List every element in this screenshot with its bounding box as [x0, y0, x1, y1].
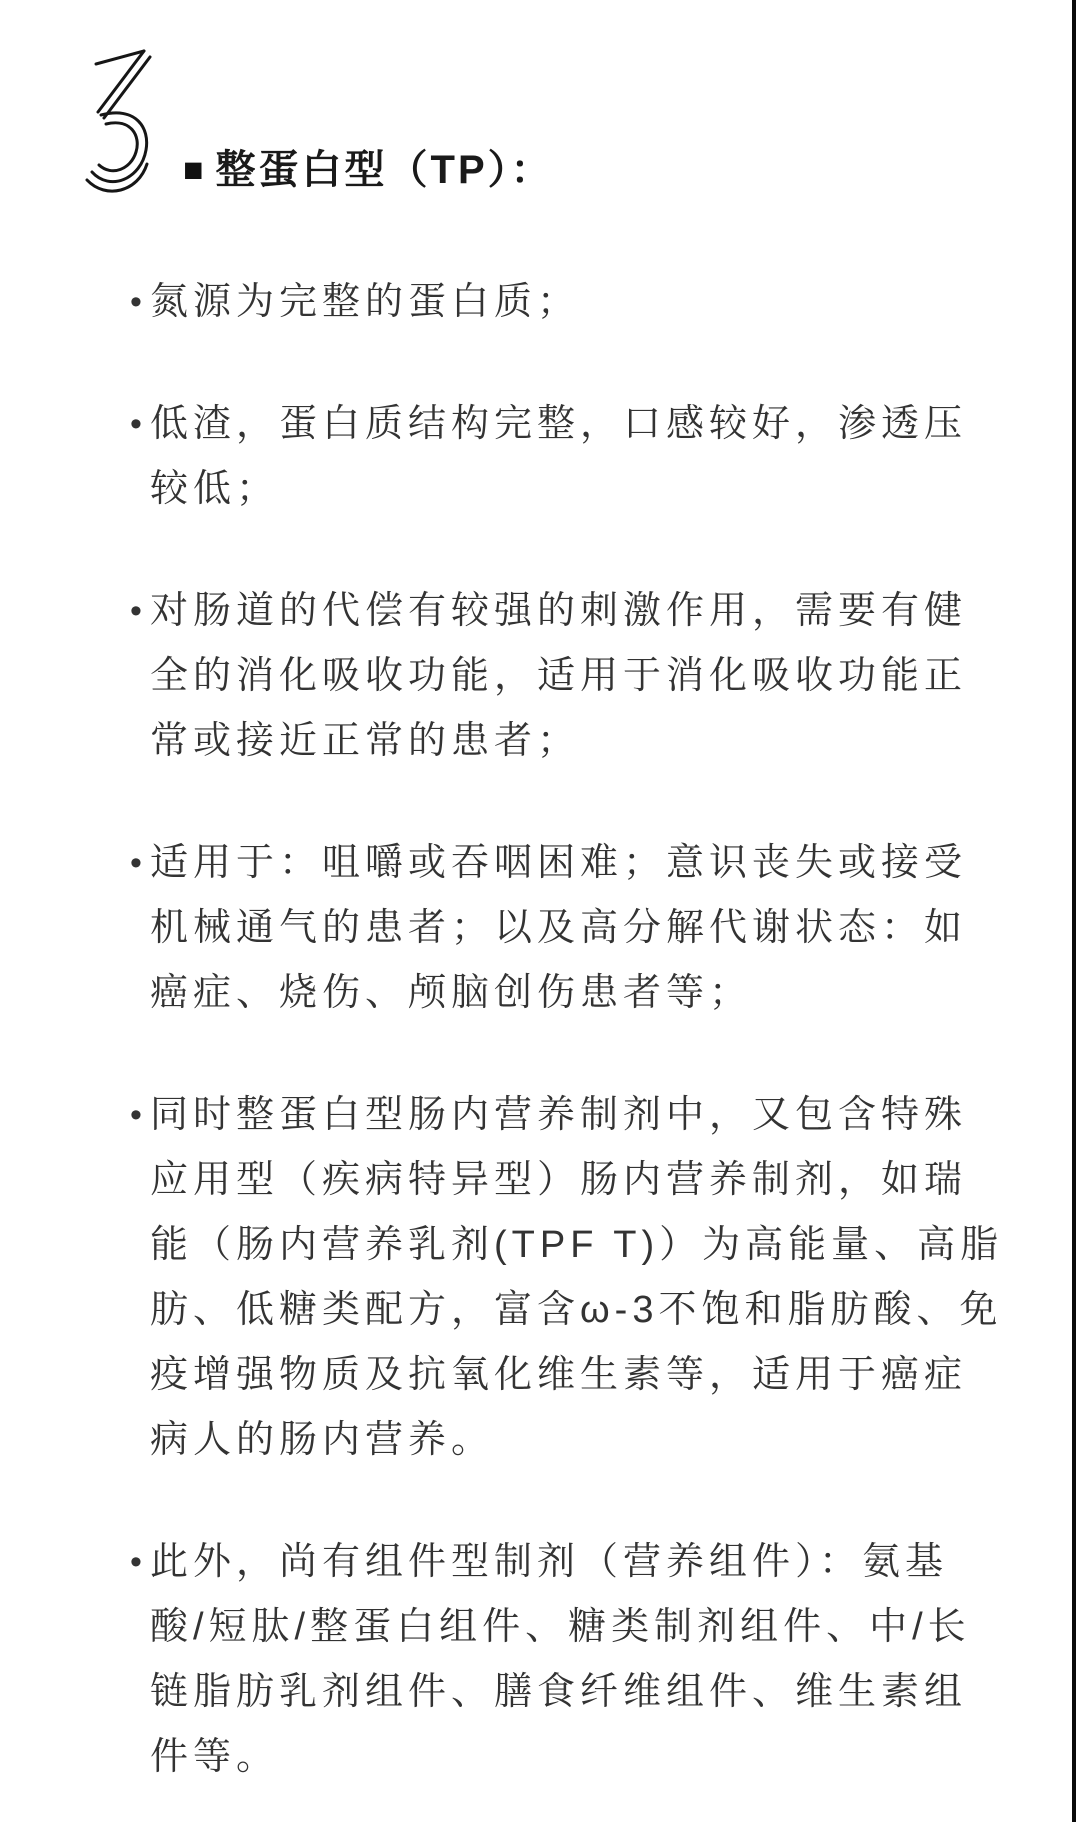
list-item: [130, 579, 1006, 774]
bullet-text: 低渣，蛋白质结构完整，口感较好，渗透压较低；: [150, 403, 968, 510]
bullet-text: 此外，尚有组件型制剂（营养组件）：氨基酸/短肽/整蛋白组件、糖类制剂组件、中/长链脂肪乳剂组件、膳食纤维组件、维生素组件等。: [150, 1541, 971, 1778]
bullet-dot-icon: •: [130, 592, 142, 630]
list-item: [130, 1083, 1006, 1473]
list-item: [130, 831, 1006, 1026]
bullet-dot-icon: •: [130, 1096, 142, 1134]
bullet-text: 氮源为完整的蛋白质；: [150, 281, 581, 323]
bullet-text: 同时整蛋白型肠内营养制剂中，又包含特殊应用型（疾病特异型）肠内营养制剂，如瑞能（肠内营养乳剂(TPF T)）为高能量、高脂肪、低糖类配方，富含ω-3不饱和脂肪酸、免疫增强物质及抗氧化维生素等，适用于癌症病人的肠内营养。: [150, 1094, 1004, 1461]
page-edge-rule: [1072, 0, 1076, 1822]
square-bullet-icon: ■: [183, 151, 204, 189]
decorative-numeral-3: [84, 44, 152, 196]
bullet-text: 适用于：咀嚼或吞咽困难；意识丧失或接受机械通气的患者；以及高分解代谢状态：如癌症、烧伤、颅脑创伤患者等；: [150, 842, 968, 1014]
bullet-text: 对肠道的代偿有较强的刺激作用，需要有健全的消化吸收功能，适用于消化吸收功能正常或接近正常的患者；: [150, 590, 968, 762]
list-item: [130, 270, 1006, 335]
section-heading: [183, 146, 554, 194]
bullet-list: [130, 270, 1006, 1790]
list-item: [130, 392, 1006, 522]
list-item: [130, 1530, 1006, 1790]
bullet-dot-icon: •: [130, 844, 142, 882]
bullet-dot-icon: •: [130, 283, 142, 321]
bullet-dot-icon: •: [130, 405, 142, 443]
bullet-dot-icon: •: [130, 1543, 142, 1581]
section-heading-text: 整蛋白型（TP）：: [215, 148, 554, 192]
